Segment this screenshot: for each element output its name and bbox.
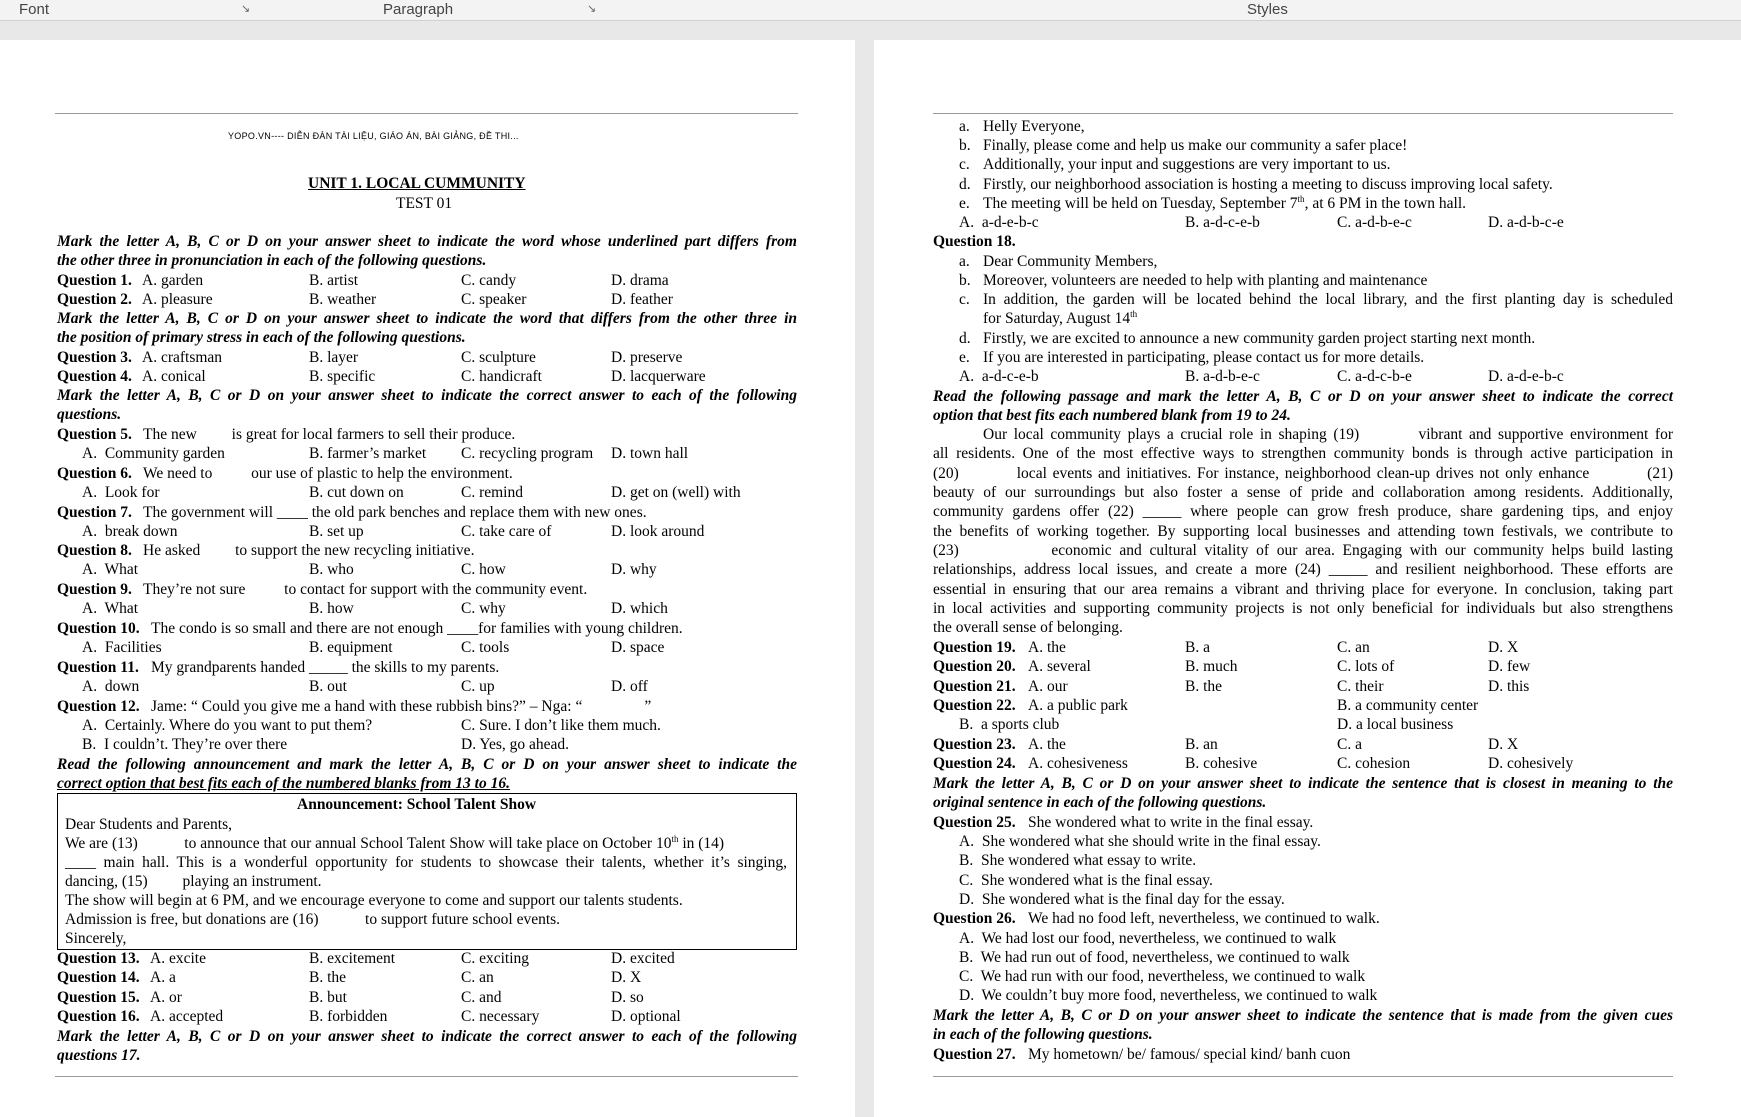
- option-c[interactable]: B. a community center: [1337, 697, 1479, 714]
- option-a[interactable]: A. pleasure: [142, 291, 213, 308]
- option-a[interactable]: A. What: [82, 561, 139, 578]
- option-a[interactable]: A. a public park: [1028, 697, 1128, 714]
- option-d[interactable]: D. so: [611, 989, 644, 1006]
- announcement-line: ____ main hall. This is a wonderful opportunity for students to showcase their talents, whether it’s singing,: [65, 854, 787, 871]
- option-b[interactable]: B. She wondered what essay to write.: [959, 852, 1197, 869]
- superscript: th: [671, 833, 679, 844]
- question-label: Question 19.: [933, 639, 1016, 656]
- option-a[interactable]: A. a: [150, 969, 176, 986]
- question-label: Question 10.: [57, 620, 140, 637]
- header-rule: [933, 113, 1673, 114]
- option-b[interactable]: B. We had run out of food, nevertheless, we continued to walk: [959, 949, 1350, 966]
- question-label: Question 20.: [933, 658, 1016, 675]
- list-item: Firstly, our neighborhood association is hosting a meeting to discuss improving local safety.: [983, 176, 1553, 193]
- list-key: c.: [959, 156, 970, 173]
- instruction-6: Read the following passage and mark the letter A, B, C or D on your answer sheet to indicate the correct: [933, 388, 1673, 405]
- option-c[interactable]: C. an: [1337, 639, 1370, 656]
- question-stem: My hometown/ be/ famous/ special kind/ banh cuon: [1028, 1046, 1351, 1063]
- superscript: th: [1130, 308, 1138, 319]
- question-stem: The new is great for local farmers to sell their produce.: [143, 426, 516, 443]
- option-a[interactable]: A. or: [150, 989, 182, 1006]
- question-stem: The government will ____ the old park benches and replace them with new ones.: [143, 504, 647, 521]
- question-stem: Jame: “ Could you give me a hand with these rubbish bins?” – Nga: “ ”: [151, 698, 652, 715]
- instruction-5: Mark the letter A, B, C or D on your answer sheet to indicate the correct answer to each of the following: [57, 1028, 797, 1045]
- question-label: Question 14.: [57, 969, 140, 986]
- list-key: d.: [959, 330, 971, 347]
- option-a[interactable]: A. craftsman: [142, 349, 223, 366]
- option-a[interactable]: A. excite: [150, 950, 206, 967]
- option-c[interactable]: C. cohesion: [1337, 755, 1411, 772]
- passage-line: (20) local events and initiatives. For instance, neighborhood clean-up drives not only enhance (21): [933, 465, 1673, 482]
- list-item: Additionally, your input and suggestions are very important to us.: [983, 156, 1391, 173]
- option-c[interactable]: C. We had run with our food, nevertheless, we continued to walk: [959, 968, 1366, 985]
- option-c[interactable]: C. take care of: [461, 523, 552, 540]
- announcement-line: [65, 834, 724, 853]
- option-b[interactable]: B. equipment: [309, 639, 393, 656]
- option-c[interactable]: C. their: [1337, 678, 1384, 695]
- option-d[interactable]: D. look around: [611, 523, 705, 540]
- question-label: Question 4.: [57, 368, 132, 385]
- list-item: If you are interested in participating, please contact us for more details.: [983, 349, 1425, 366]
- option-c[interactable]: C. why: [461, 600, 506, 617]
- option-a[interactable]: A. Look for: [82, 484, 160, 501]
- instruction-5-cont: questions 17.: [57, 1047, 141, 1064]
- option-d[interactable]: D. off: [611, 678, 648, 695]
- option-c[interactable]: C. a: [1337, 736, 1362, 753]
- question-stem: They’re not sure to contact for support with the community event.: [143, 581, 588, 598]
- option-c[interactable]: C. up: [461, 678, 495, 695]
- passage-line: all residents. One of the most effective ways to strengthen community bonds is through active participation in: [933, 445, 1673, 462]
- option-c[interactable]: C. speaker: [461, 291, 527, 308]
- option-b[interactable]: B. specific: [309, 368, 376, 385]
- question-label: Question 25.: [933, 814, 1016, 831]
- passage-line: (23) economic and cultural vitality of our area. Engaging with our community helps build lasting: [933, 542, 1673, 559]
- list-item: Helly Everyone,: [983, 118, 1085, 135]
- option-c[interactable]: C. tools: [461, 639, 510, 656]
- font-group-label: Font: [19, 1, 50, 18]
- instruction-3-cont: questions.: [57, 406, 122, 423]
- option-d[interactable]: D. X: [611, 969, 642, 986]
- option-d[interactable]: D. cohesively: [1488, 755, 1574, 772]
- question-stem: She wondered what to write in the final essay.: [1028, 814, 1314, 831]
- list-item: Firstly, we are excited to announce a new community garden project starting next month.: [983, 330, 1536, 347]
- option-a[interactable]: A. Facilities: [82, 639, 162, 656]
- option-a[interactable]: A. a-d-c-e-b: [959, 368, 1039, 385]
- option-d[interactable]: D. a-d-b-c-e: [1488, 214, 1564, 231]
- instruction-3: Mark the letter A, B, C or D on your answer sheet to indicate the correct answer to each of the following: [57, 387, 797, 404]
- announcement-line: The show will begin at 6 PM, and we encourage everyone to come and support our talents students.: [65, 892, 683, 909]
- option-c[interactable]: C. remind: [461, 484, 523, 501]
- question-label: Question 13.: [57, 950, 140, 967]
- option-a[interactable]: A. our: [1028, 678, 1068, 695]
- option-d[interactable]: D. get on (well) with: [611, 484, 741, 501]
- option-a[interactable]: A. down: [82, 678, 140, 695]
- announcement-line-text: We are (13) to announce that our annual School Talent Show will take place on October 10: [65, 835, 672, 852]
- option-b[interactable]: B. a-d-c-e-b: [1185, 214, 1260, 231]
- paragraph-group-label: Paragraph: [383, 1, 454, 18]
- option-d[interactable]: D. excited: [611, 950, 675, 967]
- option-c[interactable]: C. a-d-c-b-e: [1337, 368, 1412, 385]
- announcement-title: Announcement: School Talent Show: [297, 796, 537, 813]
- list-item: Finally, please come and help us make our community a safer place!: [983, 137, 1408, 154]
- header-rule: [55, 113, 798, 114]
- question-stem: He asked to support the new recycling initiative.: [143, 542, 475, 559]
- question-label: Question 24.: [933, 755, 1016, 772]
- question-label: Question 16.: [57, 1008, 140, 1025]
- option-d[interactable]: D. few: [1488, 658, 1531, 675]
- question-label: Question 27.: [933, 1046, 1016, 1063]
- question-label: Question 6.: [57, 465, 132, 482]
- option-a[interactable]: A. What: [82, 600, 139, 617]
- question-label: Question 15.: [57, 989, 140, 1006]
- instruction-7: Mark the letter A, B, C or D on your answer sheet to indicate the sentence that is closest in meaning to the: [933, 775, 1673, 792]
- passage-line: Our local community plays a crucial role in shaping (19) vibrant and supportive environment for: [983, 426, 1673, 443]
- announcement-line-tail: in (14): [678, 835, 725, 852]
- option-a[interactable]: A. conical: [142, 368, 206, 385]
- announcement-line: dancing, (15) playing an instrument.: [65, 873, 322, 890]
- question-stem: The condo is so small and there are not enough ____for families with young children.: [151, 620, 683, 637]
- announcement-line: Admission is free, but donations are (16) to support future school events.: [65, 911, 561, 928]
- test-subtitle: TEST 01: [396, 195, 453, 212]
- passage-line: the benefits of working together. By supporting local businesses and attending town festivals, we contribute to: [933, 523, 1673, 540]
- option-d[interactable]: D. X: [1488, 736, 1519, 753]
- test-title: UNIT 1. LOCAL CUMMUNITY: [308, 175, 526, 192]
- option-c[interactable]: C. Sure. I don’t like them much.: [461, 717, 661, 734]
- instruction-4: Read the following announcement and mark the letter A, B, C or D on your answer sheet to indicate the: [57, 756, 797, 773]
- question-label: Question 2.: [57, 291, 132, 308]
- option-b[interactable]: B. artist: [309, 272, 359, 289]
- option-c[interactable]: C. a-d-b-e-c: [1337, 214, 1412, 231]
- passage-line: relationships, address local issues, and create a more (24) _____ and resilient neighborhood. These efforts are: [933, 561, 1673, 578]
- option-d[interactable]: D. town hall: [611, 445, 689, 462]
- option-d[interactable]: D. this: [1488, 678, 1530, 695]
- option-d[interactable]: D. X: [1488, 639, 1519, 656]
- list-item: In addition, the garden will be located behind the local library, and the first planting day is scheduled: [983, 291, 1673, 308]
- instruction-7-cont: original sentence in each of the following questions.: [933, 794, 1267, 811]
- ribbon-group-bar: [0, 0, 1741, 21]
- option-d[interactable]: D. optional: [611, 1008, 681, 1025]
- list-item: Dear Community Members,: [983, 253, 1158, 270]
- option-b[interactable]: B. a: [1185, 639, 1210, 656]
- question-label: Question 8.: [57, 542, 132, 559]
- question-label: Question 9.: [57, 581, 132, 598]
- option-c[interactable]: C. how: [461, 561, 506, 578]
- list-item: Moreover, volunteers are needed to help with planting and maintenance: [983, 272, 1428, 289]
- option-d[interactable]: D. a local business: [1337, 716, 1454, 733]
- list-item: [983, 194, 1466, 213]
- document-page-1[interactable]: [0, 40, 855, 1117]
- question-stem: We had no food left, nevertheless, we continued to walk.: [1028, 910, 1380, 927]
- option-a[interactable]: A. cohesiveness: [1028, 755, 1128, 772]
- option-c[interactable]: C. candy: [461, 272, 517, 289]
- list-key: e.: [959, 349, 970, 366]
- option-a[interactable]: A. several: [1028, 658, 1091, 675]
- option-a[interactable]: A. garden: [142, 272, 204, 289]
- option-c[interactable]: C. handicraft: [461, 368, 542, 385]
- option-b[interactable]: B. layer: [309, 349, 359, 366]
- option-c[interactable]: C. sculpture: [461, 349, 536, 366]
- option-b[interactable]: B. cohesive: [1185, 755, 1258, 772]
- superscript: th: [1297, 193, 1305, 204]
- option-a[interactable]: A. the: [1028, 639, 1066, 656]
- instruction-8: Mark the letter A, B, C or D on your answer sheet to indicate the sentence that is made from the given cues: [933, 1007, 1673, 1024]
- question-label: Question 26.: [933, 910, 1016, 927]
- instruction-2-cont: the position of primary stress in each of the following questions.: [57, 329, 466, 346]
- instruction-1: Mark the letter A, B, C or D on your answer sheet to indicate the word whose underlined part differs from: [57, 233, 797, 250]
- option-a[interactable]: A. break down: [82, 523, 178, 540]
- instruction-4-cont: correct option that best fits each of the numbered blanks from 13 to 16.: [57, 775, 510, 792]
- question-label: Question 5.: [57, 426, 132, 443]
- option-d[interactable]: D. Yes, go ahead.: [461, 736, 570, 753]
- option-b[interactable]: B. who: [309, 561, 354, 578]
- passage-line: beauty of our surroundings but also foster a sense of pride and collaboration among residents. Additionally,: [933, 484, 1673, 501]
- option-d[interactable]: D. why: [611, 561, 657, 578]
- option-a[interactable]: A. accepted: [150, 1008, 224, 1025]
- option-b[interactable]: B. set up: [309, 523, 364, 540]
- option-b[interactable]: B. out: [309, 678, 347, 695]
- list-item-text: for Saturday, August 14: [983, 310, 1131, 327]
- list-item-text: The meeting will be held on Tuesday, September 7: [983, 195, 1298, 212]
- list-key: d.: [959, 176, 971, 193]
- question-stem: We need to our use of plastic to help the environment.: [143, 465, 513, 482]
- option-b[interactable]: B. the: [1185, 678, 1223, 695]
- question-label: Question 23.: [933, 736, 1016, 753]
- footer-rule: [55, 1076, 798, 1077]
- option-d[interactable]: D. which: [611, 600, 668, 617]
- option-b[interactable]: B. forbidden: [309, 1008, 388, 1025]
- list-key: b.: [959, 272, 971, 289]
- option-b[interactable]: B. excitement: [309, 950, 396, 967]
- passage-line: in local activities and supporting community projects is not only beneficial for individuals but also strengthens: [933, 600, 1673, 617]
- option-d[interactable]: D. feather: [611, 291, 673, 308]
- instruction-2: Mark the letter A, B, C or D on your answer sheet to indicate the word that differs from the other three in: [57, 310, 797, 327]
- instruction-6-cont: option that best fits each numbered blank from 19 to 24.: [933, 407, 1291, 424]
- instruction-1-cont: the other three in pronunciation in each of the following questions.: [57, 252, 487, 269]
- option-b[interactable]: B. cut down on: [309, 484, 404, 501]
- option-b[interactable]: B. an: [1185, 736, 1218, 753]
- option-d[interactable]: D. a-d-e-b-c: [1488, 368, 1564, 385]
- option-a[interactable]: A. the: [1028, 736, 1066, 753]
- page-header: YOPO.VN---- DIỄN ĐÀN TÀI LIỆU, GIÁO ÁN, BÀI GIẢNG, ĐỀ THI...: [228, 131, 519, 141]
- option-a[interactable]: A. We had lost our food, nevertheless, we continued to walk: [959, 930, 1337, 947]
- list-key: b.: [959, 137, 971, 154]
- option-c[interactable]: C. necessary: [461, 1008, 540, 1025]
- option-d[interactable]: D. space: [611, 639, 665, 656]
- passage-line: essential in ensuring that our area remains a vibrant and thriving place for everyone. In conclusion, taking part: [933, 581, 1673, 598]
- list-key: a.: [959, 253, 970, 270]
- option-a[interactable]: A. Community garden: [82, 445, 225, 462]
- option-b[interactable]: B. much: [1185, 658, 1238, 675]
- option-c[interactable]: C. lots of: [1337, 658, 1395, 675]
- styles-group-label: Styles: [1247, 1, 1288, 18]
- option-b[interactable]: B. the: [309, 969, 347, 986]
- option-a[interactable]: A. She wondered what she should write in the final essay.: [959, 833, 1321, 850]
- question-label: Question 3.: [57, 349, 132, 366]
- paragraph-dialog-launcher-icon[interactable]: ↘: [587, 3, 597, 15]
- announcement-line: Sincerely,: [65, 930, 127, 947]
- list-key: c.: [959, 291, 970, 308]
- option-b[interactable]: B. how: [309, 600, 354, 617]
- option-c[interactable]: C. an: [461, 969, 494, 986]
- option-d[interactable]: D. We couldn’t buy more food, nevertheless, we continued to walk: [959, 987, 1378, 1004]
- option-c[interactable]: C. recycling program: [461, 445, 594, 462]
- list-item-tail: , at 6 PM in the town hall.: [1304, 195, 1467, 212]
- list-key: a.: [959, 118, 970, 135]
- option-b[interactable]: B. weather: [309, 291, 377, 308]
- font-dialog-launcher-icon[interactable]: ↘: [241, 3, 251, 15]
- option-c[interactable]: C. and: [461, 989, 502, 1006]
- passage-line: the overall sense of belonging.: [933, 619, 1123, 636]
- option-b[interactable]: B. farmer’s market: [309, 445, 427, 462]
- list-key: e.: [959, 195, 970, 212]
- option-a[interactable]: A. Certainly. Where do you want to put them?: [82, 717, 373, 734]
- option-b[interactable]: B. a-d-b-e-c: [1185, 368, 1260, 385]
- announcement-line: Dear Students and Parents,: [65, 816, 233, 833]
- question-label: Question 21.: [933, 678, 1016, 695]
- question-label: Question 7.: [57, 504, 132, 521]
- option-b[interactable]: B. but: [309, 989, 347, 1006]
- document-page-2[interactable]: [874, 40, 1741, 1117]
- option-d[interactable]: D. preserve: [611, 349, 683, 366]
- question-label: Question 22.: [933, 697, 1016, 714]
- question-label: Question 12.: [57, 698, 140, 715]
- instruction-8-cont: in each of the following questions.: [933, 1026, 1153, 1043]
- question-label: Question 18.: [933, 233, 1016, 250]
- option-d[interactable]: D. She wondered what is the final day for the essay.: [959, 891, 1285, 908]
- question-stem: My grandparents handed _____ the skills to my parents.: [151, 659, 500, 676]
- option-c[interactable]: C. exciting: [461, 950, 530, 967]
- option-d[interactable]: D. lacquerware: [611, 368, 706, 385]
- question-label: Question 11.: [57, 659, 139, 676]
- passage-line: community gardens offer (22) _____ where people can grow fresh produce, share gardening tips, and enjoy: [933, 503, 1673, 520]
- option-c[interactable]: C. She wondered what is the final essay.: [959, 872, 1213, 889]
- option-b[interactable]: B. I couldn’t. They’re over there: [82, 736, 288, 753]
- option-a[interactable]: A. a-d-e-b-c: [959, 214, 1039, 231]
- footer-rule: [933, 1076, 1673, 1077]
- option-d[interactable]: D. drama: [611, 272, 669, 289]
- list-item-cont: [983, 309, 1137, 328]
- question-label: Question 1.: [57, 272, 132, 289]
- option-b[interactable]: B. a sports club: [959, 716, 1060, 733]
